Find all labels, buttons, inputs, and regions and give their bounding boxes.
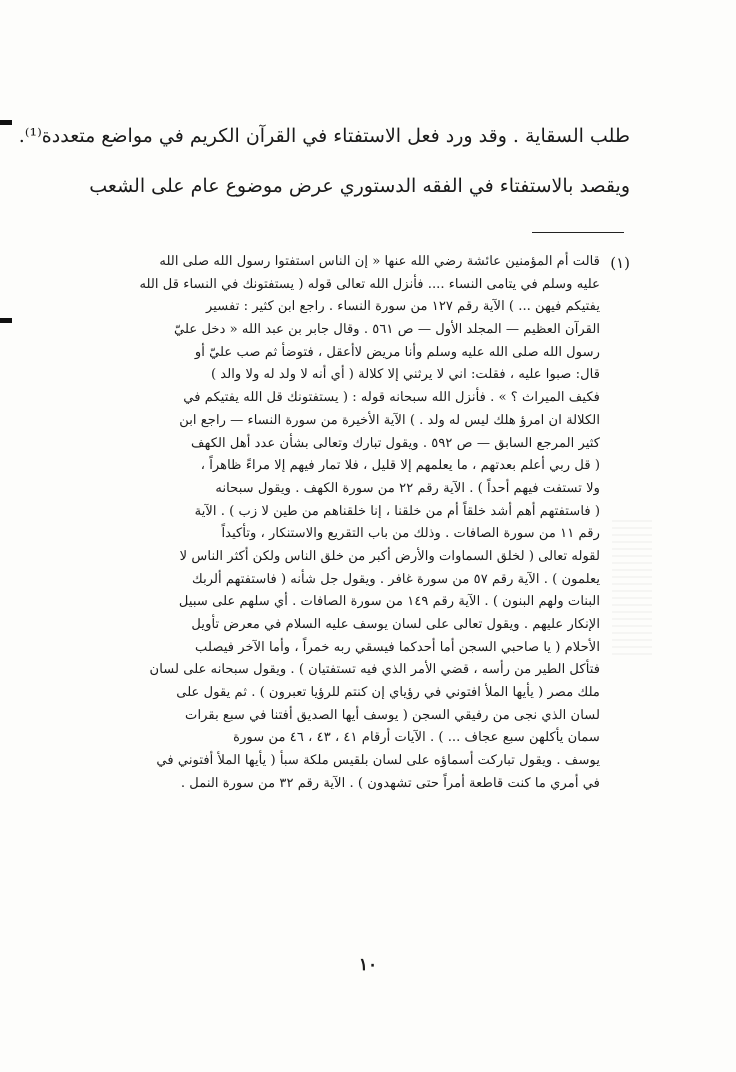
footnote-line: كثير المرجع السابق — ص ٥٩٢ . ويقول تبارك وتعالى بشأن عدد أهل الكهف [190, 435, 600, 451]
footnote-line: القرآن العظيم — المجلد الأول — ص ٥٦١ . وقال جابر بن عبد الله « دخل عليّ [174, 322, 600, 338]
footnote-line: يفتيكم فيهن ... ) الآية رقم ١٢٧ من سورة النساء . راجع ابن كثير : تفسير [206, 299, 600, 315]
body-line: ويقصد بالاستفتاء في الفقه الدستوري عرض موضوع عام على الشعب [89, 175, 630, 197]
bleed-through-mark [612, 520, 652, 660]
footnote-line: قالت أم المؤمنين عائشة رضي الله عنها « إن الناس استفتوا رسول الله صلى الله [159, 254, 600, 269]
footnote-line: ولا تستفت فيهم أحداً ) . الآية رقم ٢٢ من سورة الكهف . ويقول سبحانه [215, 480, 600, 496]
body-line: طلب السقاية . وقد ورد فعل الاستفتاء في القرآن الكريم في مواضع متعددة⁽¹⁾. [18, 125, 630, 147]
footnote-line: سمان يأكلهن سبع عجاف ... ) . الآيات أرقام ٤١ ، ٤٣ ، ٤٦ من سورة [233, 730, 600, 746]
footnote-line: يوسف . ويقول تباركت أسماؤه على لسان بلقيس ملكة سبأ ( يأيها الملأ أفتوني في [156, 753, 600, 769]
footnote-line: ملك مصر ( يأيها الملأ افتوني في رؤياي إن كنتم للرؤيا تعبرون ) . ثم يقول على [176, 685, 600, 701]
footnote-divider [532, 232, 624, 233]
page-number: ١٠ [358, 955, 378, 975]
footnote-line: يعلمون ) . الآية رقم ٥٧ من سورة غافر . ويقول جل شأنه ( فاستفتهم ألربك [191, 571, 600, 587]
footnote-line: قال: صبوا عليه ، فقلت: اني لا يرثني إلا كلالة ( أي أنه لا ولد له ولا والد ) [210, 367, 600, 383]
footnote-line: رقم ١١ من سورة الصافات . وذلك من باب التقريع والاستنكار ، وتأكيداً [221, 526, 600, 542]
scan-edge-mark [0, 318, 12, 323]
footnote-marker: (١) [610, 254, 630, 272]
footnote-line: الإنكار عليهم . ويقول تعالى على لسان يوسف عليه السلام في معرض تأويل [191, 617, 600, 632]
footnote-line: البنات ولهم البنون ) . الآية رقم ١٤٩ من سورة الصافات . أي سلهم على سبيل [178, 594, 600, 610]
footnote-line: فكيف الميراث ؟ » . فأنزل الله سبحانه قوله : ( يستفتونك قل الله يفتيكم في [183, 390, 600, 406]
footnote-line: لقوله تعالى ( لخلق السماوات والأرض أكبر من خلق الناس ولكن أكثر الناس لا [179, 548, 600, 564]
footnote-line: ( فاستفتهم أهم أشد خلقاً أم من خلقنا ، إنا خلقناهم من طين لا زب ) . الآية [194, 503, 600, 519]
scan-edge-mark [0, 120, 12, 125]
footnote-text [104, 251, 600, 796]
footnote-line: لسان الذي نجى من رفيقي السجن ( يوسف أيها الصديق أفتنا في سبع بقرات [185, 707, 600, 723]
footnote-line: في أمري ما كنت قاطعة أمراً حتى تشهدون ) . الآية رقم ٣٢ من سورة النمل . [180, 775, 600, 791]
body-text [18, 111, 630, 211]
footnote-line: ( قل ربي أعلم بعدتهم ، ما يعلمهم إلا قليل ، فلا تمار فيهم إلا مراءً ظاهراً ، [200, 458, 600, 474]
footnote-line: الكلالة ان امرؤ هلك ليس له ولد . ) الآية الأخيرة من سورة النساء — راجع ابن [179, 412, 600, 428]
footnote-line: رسول الله صلى الله عليه وسلم وأنا مريض لاأعقل ، فتوضأ ثم صب عليّ أو [194, 344, 600, 360]
footnote-line: عليه وسلم في يتامى النساء .... فأنزل الله تعالى قوله ( يستفتونك في النساء قل الله [139, 276, 600, 292]
footnote-line: فتأكل الطير من رأسه ، قضي الأمر الذي فيه تستفتيان ) . ويقول سبحانه على لسان [149, 662, 600, 678]
footnote-line: الأحلام ( يا صاحبي السجن أما أحدكما فيسقي ربه خمراً ، وأما الآخر فيصلب [195, 639, 600, 655]
